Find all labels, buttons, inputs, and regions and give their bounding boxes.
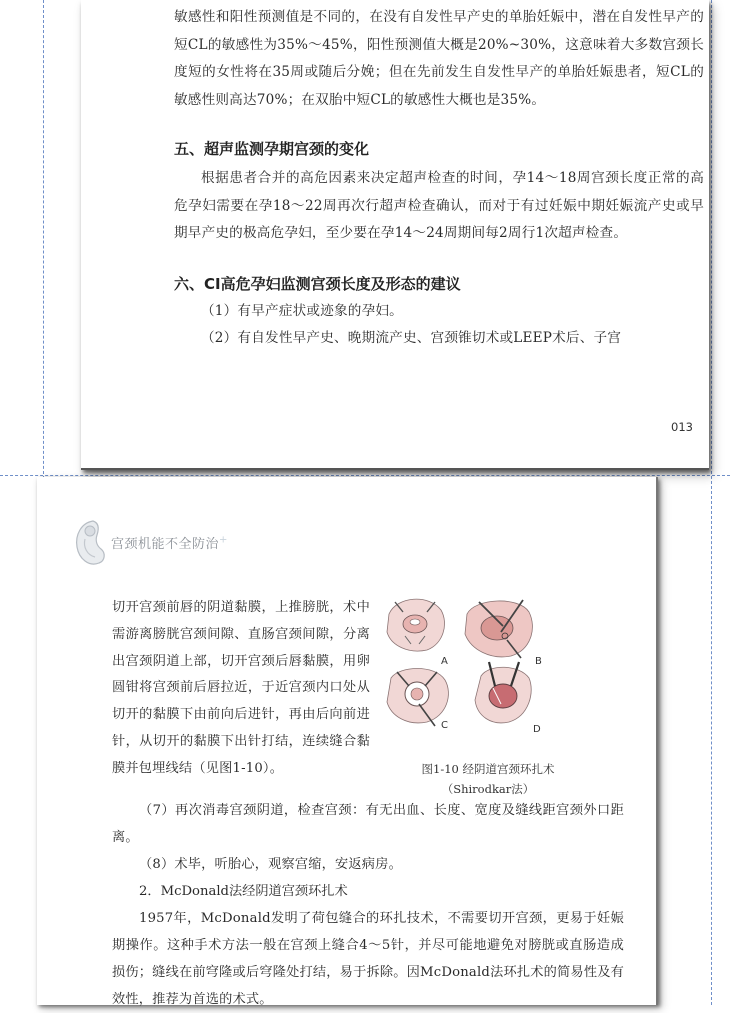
section-heading: 六、CI高危孕妇监测宫颈长度及形态的建议 [174, 274, 461, 293]
figure-panel-label: C [441, 720, 448, 731]
book-title-plus-icon: + [219, 534, 228, 546]
book-title-text: 宫颈机能不全防治 [111, 537, 220, 552]
figure-panel-a [387, 599, 445, 651]
figure-panel-label: B [535, 656, 542, 667]
guide-line [0, 475, 730, 476]
fetus-logo-icon [73, 517, 107, 569]
page-text [174, 4, 704, 353]
paragraph: 切开宫颈前唇的阴道黏膜，上推膀胱，术中需游离膀胱宫颈间隙、直肠宫颈间隙，分离出宫颈阴道上部，切开宫颈后唇黏膜，用卵圆钳将宫颈前后唇拉近，于近宫颈内口处从切开的黏膜下由前向后进针，再由后向前进针，从切开的黏膜下出针打结，连续缝合黏膜并包埋线结（见图1-10）。 [112, 600, 370, 776]
book-title [111, 533, 228, 552]
figure-caption-subtitle: （Shirodkar法） [441, 782, 535, 796]
list-item: （2）有自发性早产史、晚期流产史、宫颈锥切术或LEEP术后、子宫 [201, 330, 622, 346]
list-item: （8）术毕，听胎心，观察宫缩，安返病房。 [139, 857, 402, 872]
paragraph: 敏感性和阳性预测值是不同的，在没有自发性早产史的单胎妊娠中，潜在自发性早产的短CL的敏感性为35%～45%，阳性预测值大概是20%~30%，这意味着大多数宫颈长度短的女性将在35周或随后分娩；但在先前发生自发性早产的单胎妊娠患者，短CL的敏感性则高达70%；在双胎中短CL的敏感性大概也是35%。 [174, 9, 704, 108]
list-item: （7）再次消毒宫颈阴道，检查宫颈：有无出血、长度、宽度及缝线距宫颈外口距离。 [112, 803, 624, 845]
book-page-upper [81, 0, 709, 470]
surgery-illustration [383, 592, 581, 740]
page-number: 013 [671, 420, 693, 434]
guide-line [711, 0, 712, 1005]
paragraph: 根据患者合并的高危因素来决定超声检查的时间，孕14～18周宫颈长度正常的高危孕妇需要在孕18～22周再次行超声检查确认，而对于有过妊娠中期妊娠流产史或早期早产史的极高危孕妇，至少要在孕14～24周期间每2周行1次超声检查。 [174, 170, 704, 241]
figure-panel-label: A [441, 656, 448, 667]
subsection-heading: 2．McDonald法经阴道宫颈环扎术 [139, 884, 348, 899]
list-item: （1）有早产症状或迹象的孕妇。 [201, 302, 403, 319]
figure-panel-label: D [533, 724, 541, 735]
section-heading: 五、超声监测孕期宫颈的变化 [174, 140, 370, 158]
book-page-lower [37, 477, 658, 1005]
paragraph: 1957年，McDonald发明了荷包缝合的环扎技术，不需要切开宫颈，更易于妊娠期操作。这种手术方法一般在宫颈上缝合4～5针，并尽可能地避免对膀胱或直肠造成损伤；缝线在前穹隆或后穹隆处打结，易于拆除。因McDonald法环扎术的简易性及有效性，推荐为首选的术式。 [112, 911, 624, 1007]
figure-caption-title: 图1-10 经阴道宫颈环扎术 [421, 762, 555, 776]
figure-panel-c [387, 669, 448, 727]
figure-panel-d [475, 662, 531, 723]
figure-caption [383, 759, 593, 799]
page-text [112, 797, 624, 1013]
page-text-column [112, 595, 370, 783]
figure-panel-b [465, 600, 532, 658]
